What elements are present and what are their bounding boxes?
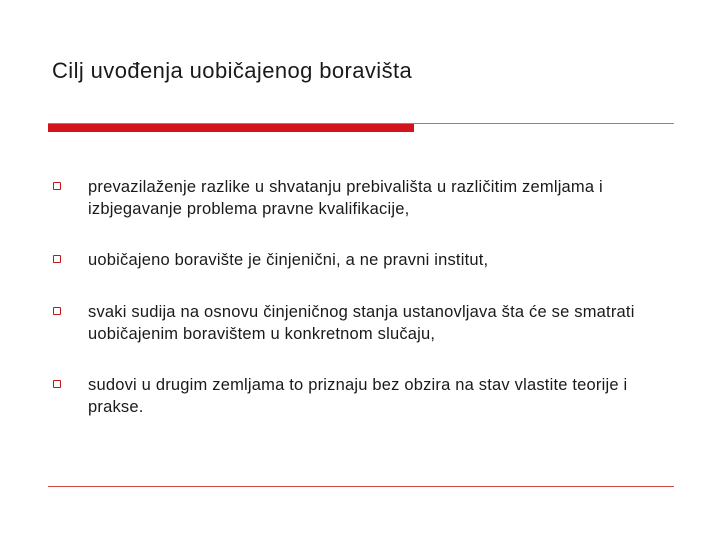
bullet-text: svaki sudija na osnovu činjeničnog stanja ustanovljava šta će se smatrati uobičajenim boravištem u konkretnom slučaju,: [88, 303, 635, 343]
bullet-text: sudovi u drugim zemljama to priznaju bez obzira na stav vlastite teorije i prakse.: [88, 376, 628, 416]
bullet-text: prevazilaženje razlike u shvatanju prebivališta u različitim zemljama i izbjegavanje problema pravne kvalifikacije,: [88, 178, 603, 218]
square-bullet-icon: [53, 307, 61, 315]
slide-title: Cilj uvođenja uobičajenog boravišta: [52, 58, 413, 83]
title-divider-accent: [48, 124, 414, 132]
bullet-text: uobičajeno boravište je činjenični, a ne pravni institut,: [88, 251, 489, 269]
square-bullet-icon: [53, 182, 61, 190]
footer-divider: [48, 486, 674, 487]
square-bullet-icon: [53, 380, 61, 388]
square-bullet-icon: [53, 255, 61, 263]
